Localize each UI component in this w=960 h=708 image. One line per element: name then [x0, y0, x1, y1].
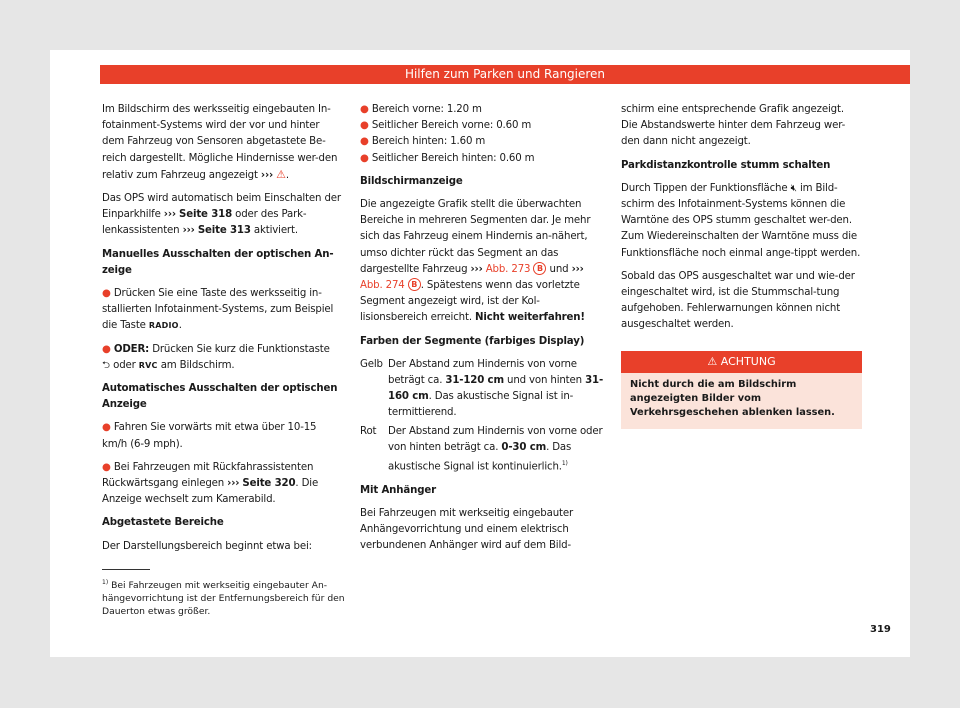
warning-text: Nicht durch die am Bildschirm angezeigten Bilder vom Verkehrsgeschehen ablenken lassen.: [630, 379, 835, 418]
warning-triangle-icon: ⚠: [276, 167, 286, 181]
radio-key: RADIO: [148, 321, 179, 331]
list-item: ● Seitlicher Bereich vorne: 0.60 m: [360, 120, 532, 132]
back-arrow-icon: ⮌: [102, 359, 111, 371]
bullet-icon: ●: [360, 136, 369, 148]
list-item: ● Bereich vorne: 1.20 m: [360, 104, 482, 115]
bullet-item: ● Bei Fahrzeugen mit Rückfahrassistenten Rückwärtsgang einlegen ››› Seite 320. Die Anzeige wechselt zum Kamerabild.: [102, 461, 319, 506]
footnote-divider: [102, 569, 150, 570]
rvc-key: RVC: [138, 360, 158, 370]
figure-link[interactable]: Abb. 274: [360, 280, 405, 292]
warning-box: [621, 351, 862, 429]
bullet-icon: ●: [102, 343, 111, 355]
bullet-icon: ●: [102, 288, 111, 300]
figure-link[interactable]: Abb. 273: [485, 263, 531, 275]
link-arrow: ›››: [260, 169, 274, 181]
warning-header: [621, 351, 862, 373]
heading-segment-colors: Farben der Segmente (farbiges Display): [360, 335, 585, 347]
mute-paragraph: Durch Tippen der Funktionsfläche 🔇︎ im Bild-schirm des Infotainment-Systems können die Warntöne des OPS stumm geschaltet wer-den. Zum Wiedereinschalten der Warntöne muss die Funktionsfläche noch einmal ange-tippt werden.: [621, 182, 861, 259]
footnote-text: Bei Fahrzeugen mit werkseitig eingebauter An-hängevorrichtung ist der Entfernungsbereich für den Dauerton etwas größer.: [102, 580, 345, 618]
areas-intro: Der Darstellungsbereich beginnt etwa bei:: [102, 540, 312, 552]
bullet-icon: ●: [102, 422, 111, 434]
manual-page: [50, 50, 910, 657]
section-title: Hilfen zum Parken und Rangieren: [404, 67, 606, 81]
page-number: 319: [870, 624, 891, 635]
column-2: [360, 102, 604, 561]
bullet-item: ● Drücken Sie eine Taste des werksseitig in-stallierten Infotainment-Systems, zum Beispiel die Taste RADIO.: [102, 288, 334, 332]
area-list: [360, 102, 604, 167]
heading-trailer: Mit Anhänger: [360, 484, 436, 496]
heading-manual-off: Manuelles Ausschalten der optischen An-zeige: [102, 248, 334, 276]
trailer-paragraph: Bei Fahrzeugen mit werkseitig eingebauter Anhängevorrichtung und einem elektrisch verbundenen Anhänger wird auf dem Bild-: [360, 507, 574, 552]
footnote-ref: 1): [561, 460, 568, 468]
speaker-mute-icon: 🔇︎: [790, 182, 797, 194]
heading-auto-off: Automatisches Ausschalten der optischen Anzeige: [102, 383, 338, 411]
color-def-yellow: Gelb Der Abstand zum Hindernis von vorne beträgt ca. 31-120 cm und von hinten 31-160 cm. Das akustische Signal ist in-termittierend.: [360, 358, 604, 419]
bullet-icon: ●: [360, 120, 369, 132]
callout-b: B: [408, 278, 421, 291]
callout-b: B: [533, 262, 546, 275]
list-item: ● Bereich hinten: 1.60 m: [360, 136, 486, 148]
warning-title: ACHTUNG: [720, 355, 776, 368]
intro-paragraph: Im Bildschirm des werksseitig eingebauten In-fotainment-Systems wird der vor und hinter dem Fahrzeug von Sensoren abgetastete Be-reich dargestellt. Mögliche Hindernisse wer-den relativ zum Fahrzeug angezeigt ››› ⚠.: [102, 102, 342, 184]
bullet-icon: ●: [102, 461, 111, 473]
trailer-continued: schirm eine entsprechende Grafik angezeigt. Die Abstandswerte hinter dem Fahrzeug wer-den dann nicht angezeigt.: [621, 104, 846, 148]
heading-mute: Parkdistanzkontrolle stumm schalten: [621, 159, 831, 171]
list-item: ● Seitlicher Bereich hinten: 0.60 m: [360, 152, 535, 164]
ops-paragraph: Das OPS wird automatisch beim Einschalten der Einparkhilfe ››› Seite 318 oder des Park-lenkassistenten ››› Seite 313 aktiviert.: [102, 193, 341, 237]
bullet-item: ● ODER: Drücken Sie kurz die Funktionstaste ⮌ oder RVC am Bildschirm.: [102, 343, 330, 371]
bullet-icon: ●: [360, 152, 369, 164]
bullet-item: ● Fahren Sie vorwärts mit etwa über 10-15 km/h (6-9 mph).: [102, 422, 317, 450]
page-link[interactable]: Seite 313: [197, 225, 251, 237]
column-1: [102, 102, 342, 562]
page-link[interactable]: Seite 320: [242, 478, 296, 490]
heading-display: Bildschirmanzeige: [360, 175, 463, 187]
heading-scanned-areas: Abgetastete Bereiche: [102, 517, 224, 529]
page-link[interactable]: Seite 318: [179, 209, 233, 221]
reenable-paragraph: Sobald das OPS ausgeschaltet war und wie-der eingeschaltet wird, ist die Stummschal-tung aufgehoben. Fehlerwarnungen können nicht ausgeschaltet werden.: [621, 270, 855, 331]
display-paragraph: Die angezeigte Grafik stellt die überwachten Bereiche in mehreren Segmenten dar. Je mehr sich das Fahrzeug einem Hindernis an-nähert, umso dichter rückt das Segment an das dargestellte Fahrzeug ››› Abb. 273 B und ››› Abb. 274 B . Spätestens wenn das vorletzte Segment angezeigt wird, ist der Kol-lisionsbereich erreicht. Nicht weiterfahren!: [360, 199, 591, 324]
footnote: [102, 576, 347, 618]
footnote-mark: 1): [102, 579, 109, 586]
bullet-icon: ●: [360, 104, 369, 115]
warning-triangle-icon: ⚠: [707, 355, 718, 368]
section-header: [100, 65, 910, 84]
column-3: [621, 102, 862, 341]
color-def-red: Rot Der Abstand zum Hindernis von vorne oder von hinten beträgt ca. 0-30 cm. Das akustische Signal ist kontinuierlich.$^{1)}$: [360, 425, 603, 473]
